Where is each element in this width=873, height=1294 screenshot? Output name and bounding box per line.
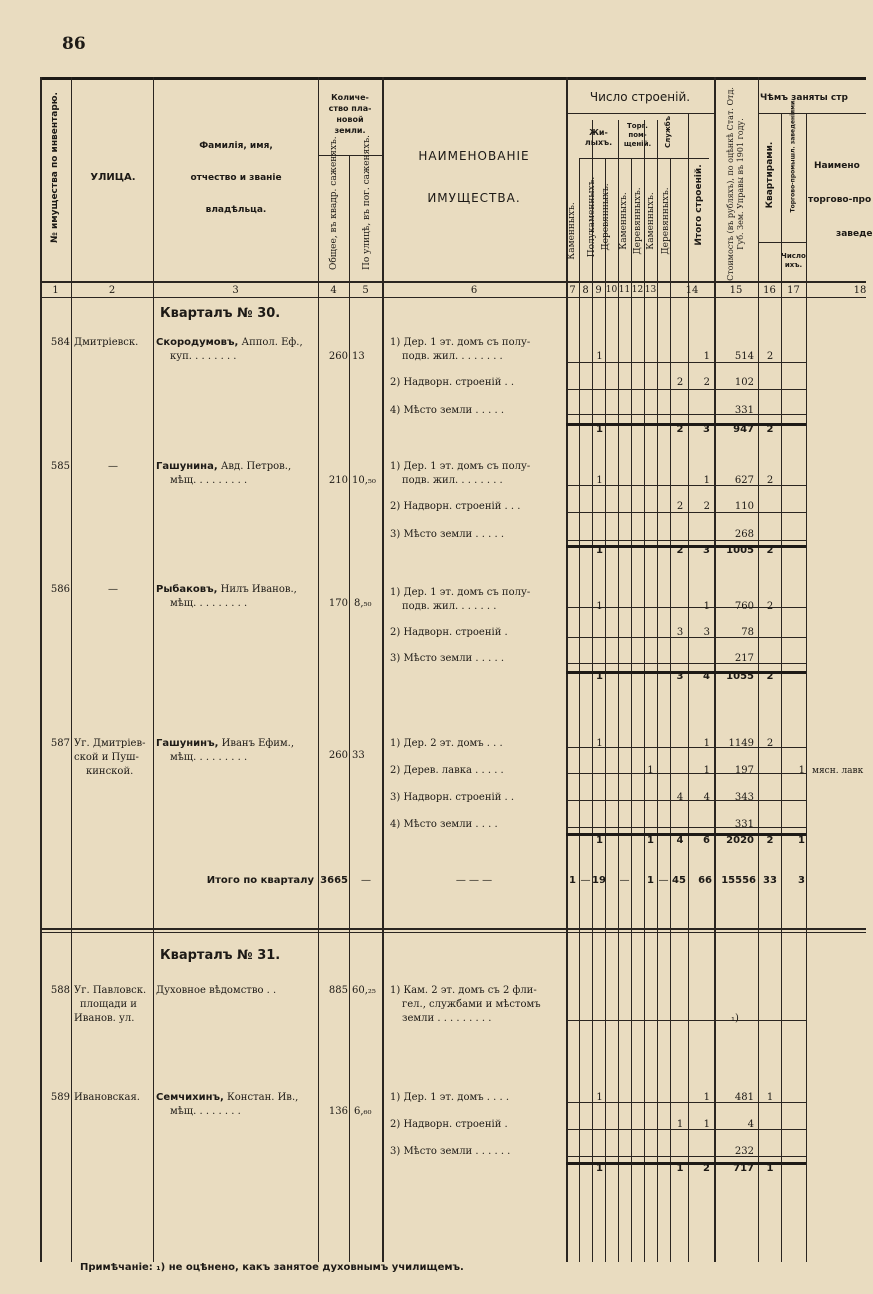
total-cell: 1 (569, 875, 576, 886)
header-property-l1: НАИМЕНОВАНІЕ (418, 149, 530, 163)
owner: Духовное вѣдомство . . (156, 985, 277, 996)
inventory-number: 589 (50, 1092, 70, 1103)
value-cell: 1 (703, 1119, 710, 1130)
header-buildings: Число строеній. (589, 90, 691, 104)
subtotal-cell: 1 (596, 671, 603, 682)
value-cell: 1 (766, 1092, 774, 1103)
inventory-number: 587 (50, 738, 70, 749)
value-cell: 1 (703, 738, 710, 749)
value-cell: 1 (676, 1119, 684, 1130)
value-cell: 2 (676, 501, 684, 512)
value-cell: 2 (766, 738, 774, 749)
col-number: 7 (569, 285, 576, 296)
owner-name: Иванъ Ефим., (221, 738, 295, 749)
footnote (80, 1262, 464, 1273)
area-total: 260 (328, 750, 348, 761)
inventory-number: 588 (50, 985, 70, 996)
subtotal-cell: 3 (703, 545, 710, 556)
subtotal-cell: 1 (676, 1163, 684, 1174)
street-length: 10,₅₀ (352, 475, 376, 486)
property-item: 2) Надворн. строеній . . . (390, 501, 521, 512)
value-cell: 2 (703, 501, 710, 512)
header-street: УЛИЦА. (90, 172, 136, 183)
owner-status: мѣщ. . . . . . . . (170, 1106, 241, 1117)
owner-status: мѣщ. . . . . . . . . (170, 475, 248, 486)
subtotal-cell: 4 (676, 835, 684, 846)
header-owner-l3: владѣльца. (205, 205, 267, 215)
total-cell: 19 (592, 875, 606, 886)
value-cell: мясн. лавк (812, 766, 864, 776)
property-item: 2) Дерев. лавка . . . . . (390, 765, 504, 776)
area-total: 210 (328, 475, 348, 486)
col-number: 17 (787, 285, 800, 296)
value-cell: 1 (596, 1092, 603, 1103)
subtotal-cell: 2 (676, 545, 684, 556)
property-item: 1) Дер. 2 эт. домъ . . . (390, 738, 503, 749)
value-cell: ₁) (731, 1013, 739, 1024)
value-cell: 4 (703, 792, 710, 803)
property-item: 3) Мѣсто земли . . . . . . (390, 1146, 511, 1157)
property-item: 4) Мѣсто земли . . . . (390, 819, 498, 830)
col-number: 15 (729, 285, 743, 296)
col-number: 16 (763, 285, 776, 296)
footnote-text: ₁) не оцѣнено, какъ занятое духовнымъ училищемъ. (156, 1262, 464, 1273)
total-cell: — (580, 875, 591, 886)
quarter-total-area: 3665 (320, 875, 348, 886)
quarter-title: Кварталъ № 31. (160, 948, 281, 963)
property-item: 4) Мѣсто земли . . . . . (390, 405, 504, 416)
quarter-title: Кварталъ № 30. (160, 306, 281, 321)
value-cell: 1 (596, 601, 603, 612)
owner-surname: Скородумовъ, (156, 337, 239, 348)
value-cell: 1 (596, 475, 603, 486)
header-stone-1: Каменныхъ. (567, 202, 577, 260)
value-cell: 1 (703, 1092, 710, 1103)
street: площади и (80, 999, 137, 1010)
property-item: 2) Надворн. строеній . . (390, 377, 515, 388)
total-cell: — (619, 875, 630, 886)
subtotal-cell: 2 (676, 424, 684, 435)
subtotal-cell: 1 (766, 1163, 774, 1174)
subtotal-cell: 2 (766, 424, 774, 435)
subtotal-cell: 2020 (726, 835, 754, 846)
subtotal-cell: 4 (703, 671, 710, 682)
subtotal-cell: 717 (733, 1163, 754, 1174)
street-length: 6,₆₀ (354, 1106, 372, 1117)
header-occupied: Чѣмъ заняты стр (760, 93, 848, 103)
value-cell: 2 (676, 377, 684, 388)
header-trade-premises: Торг. пом-щеній. (623, 122, 652, 148)
col-number: 1 (52, 285, 59, 296)
area-total: 260 (328, 351, 348, 362)
quarter-total-property: — — — (455, 875, 493, 886)
subtotal-cell: 1 (596, 835, 603, 846)
value-cell: 110 (734, 501, 754, 512)
col-number: 3 (232, 285, 239, 296)
property-item: 2) Надворн. строеній . (390, 1119, 508, 1130)
street: ской и Пуш- (74, 752, 139, 763)
street-length: 13 (352, 351, 365, 362)
header-stone-3: Каменныхъ. (646, 192, 656, 250)
header-land-l2: ство пла- (328, 104, 372, 113)
value-cell: 3 (676, 627, 684, 638)
subtotal-cell: 2 (766, 671, 774, 682)
col-number: 8 (582, 285, 589, 296)
col-number: 6 (470, 285, 478, 296)
header-owner-l2: отчество и званіе (190, 173, 282, 183)
header-street-length: По улицѣ, въ пог. саженяхъ. (362, 135, 372, 270)
value-cell: 3 (703, 627, 710, 638)
value-cell: 2 (766, 601, 774, 612)
property-item: 3) Надворн. строеній . . (390, 792, 515, 803)
header-cost-box (714, 80, 758, 280)
value-cell: 331 (734, 819, 754, 830)
subtotal-cell: 1005 (726, 545, 754, 556)
header-property-l2: ИМУЩЕСТВА. (427, 191, 521, 205)
footnote-label: Примѣчаніе: (80, 1262, 153, 1273)
subtotal-cell: 1 (596, 424, 603, 435)
area-total: 136 (328, 1106, 348, 1117)
header-trade-establishments: Торгово-промышл. заведеніями. (789, 98, 797, 213)
property-item: земли . . . . . . . . . (402, 1013, 492, 1024)
col-number: 5 (362, 285, 369, 296)
header-residential: Жи-лыхъ. (584, 128, 613, 147)
header-service: Службъ (664, 116, 672, 148)
header-stone-2: Каменныхъ. (619, 192, 629, 250)
value-cell: 4 (676, 792, 684, 803)
total-cell: 33 (763, 875, 777, 886)
property-item: 1) Дер. 1 эт. домъ съ полу- (390, 461, 531, 472)
header-total-buildings: Итого строеній. (694, 164, 704, 246)
street: — (108, 584, 118, 595)
value-cell: 197 (734, 765, 754, 776)
header-wooden-3: Деревянныхъ. (661, 187, 671, 255)
property-item: 3) Мѣсто земли . . . . . (390, 529, 504, 540)
header-number-l1: Число (781, 252, 806, 260)
header-half-stone: Полукаменныхъ. (587, 176, 597, 258)
total-cell: 45 (672, 875, 686, 886)
col-number: 2 (108, 285, 116, 296)
street-length: 8,₅₀ (354, 598, 372, 609)
subtotal-cell: 1055 (726, 671, 754, 682)
owner-name: Авд. Петров., (220, 461, 292, 472)
area-total: 170 (328, 598, 348, 609)
value-cell: 1149 (728, 738, 754, 749)
subtotal-cell: 3 (676, 671, 684, 682)
street: — (108, 461, 118, 472)
street: Иванов. ул. (74, 1013, 135, 1024)
col-number: 18 (853, 285, 867, 296)
value-cell: 217 (734, 653, 754, 664)
header-land-l1: Количе- (331, 93, 369, 102)
value-cell: 1 (647, 765, 654, 776)
street-length: 33 (352, 750, 365, 761)
quarter-total-label: Итого по кварталу (206, 875, 314, 886)
subtotal-cell: 6 (703, 835, 710, 846)
inventory-number: 586 (50, 584, 70, 595)
owner-surname: Гашунинъ, (156, 738, 219, 749)
value-cell: 78 (741, 627, 754, 638)
col-number: 12 (631, 285, 644, 295)
value-cell: 2 (703, 377, 710, 388)
quarter-total-length: — (361, 875, 371, 886)
owner-name: Констан. Ив., (227, 1092, 299, 1103)
header-naim-l3: заведе (836, 229, 873, 239)
property-item: 2) Надворн. строеній . (390, 627, 508, 638)
total-cell: 3 (798, 875, 805, 886)
header-apartments: Квартирами. (765, 141, 775, 209)
value-cell: 627 (734, 475, 754, 486)
value-cell: 1 (703, 351, 710, 362)
owner-status: мѣщ. . . . . . . . . (170, 598, 248, 609)
street: Уг. Дмитріев- (74, 738, 146, 749)
street: Уг. Павловск. (74, 985, 147, 996)
owner-surname: Рыбаковъ, (156, 584, 218, 595)
total-cell: 15556 (721, 875, 756, 886)
street: кинской. (86, 766, 134, 777)
owner-surname: Гашунина, (156, 461, 218, 472)
subtotal-cell: 2 (703, 1163, 710, 1174)
col-number: 4 (330, 285, 337, 296)
subtotal-cell: 2 (766, 545, 774, 556)
inventory-number: 584 (50, 337, 70, 348)
subtotal-cell: 1 (596, 545, 603, 556)
subtotal-cell: 1 (798, 835, 805, 846)
col-number: 9 (595, 285, 602, 296)
value-cell: 268 (734, 529, 754, 540)
header-cost: Стоимость (въ рубляхъ), по оцѣнкѣ Стат. Отд. Губ. Зем. Управы въ 1901 году. (726, 87, 745, 281)
total-cell: — (658, 875, 669, 886)
owner-surname: Семчихинъ, (156, 1092, 224, 1103)
value-cell: 514 (734, 351, 754, 362)
header-number-l2: ихъ. (784, 261, 803, 269)
value-cell: 1 (703, 601, 710, 612)
value-cell: 232 (734, 1146, 754, 1157)
value-cell: 1 (703, 765, 710, 776)
property-item: 1) Дер. 1 эт. домъ . . . . (390, 1092, 510, 1103)
header-inventory-number: № имущества по инвентарю. (50, 92, 60, 243)
header-area-total: Общее, въ квадр. саженяхъ. (329, 136, 339, 270)
value-cell: 4 (747, 1119, 754, 1130)
value-cell: 1 (798, 765, 805, 776)
header-land-l3: новой (336, 115, 364, 124)
street-length: 60,₂₅ (352, 985, 376, 996)
col-number: 13 (644, 285, 657, 295)
header-land-l4: земли. (334, 126, 366, 135)
owner-name: Аппол. Еф., (241, 337, 303, 348)
owner-status: мѣщ. . . . . . . . . (170, 752, 248, 763)
header-wooden-1: Деревянныхъ. (601, 183, 611, 251)
street: Ивановская. (74, 1092, 140, 1103)
header-naim-l1: Наимено (814, 161, 860, 171)
property-item: гел., службами и мѣстомъ (402, 999, 541, 1010)
property-item: подв. жил. . . . . . . (402, 601, 497, 612)
street: Дмитріевск. (74, 337, 139, 348)
value-cell: 481 (734, 1092, 754, 1103)
subtotal-cell: 1 (647, 835, 654, 846)
subtotal-cell: 2 (766, 835, 774, 846)
subtotal-cell: 1 (596, 1163, 603, 1174)
inventory-number: 585 (50, 461, 70, 472)
value-cell: 2 (766, 475, 774, 486)
value-cell: 2 (766, 351, 774, 362)
property-item: подв. жил. . . . . . . . (402, 351, 503, 362)
property-item: 1) Дер. 1 эт. домъ съ полу- (390, 337, 531, 348)
col-number: 10 (605, 285, 618, 295)
property-item: 1) Дер. 1 эт. домъ съ полу- (390, 587, 531, 598)
total-cell: 66 (698, 875, 712, 886)
value-cell: 1 (703, 475, 710, 486)
col-number: 14 (685, 285, 699, 296)
value-cell: 102 (734, 377, 754, 388)
header-naim-l2: торгово-про (808, 195, 872, 205)
header-wooden-2: Деревянныхъ. (633, 187, 643, 255)
header-owner-l1: Фамилія, имя, (199, 141, 273, 151)
col-number: 11 (618, 285, 631, 295)
value-cell: 1 (596, 738, 603, 749)
subtotal-cell: 3 (703, 424, 710, 435)
page-number: 86 (62, 34, 86, 54)
value-cell: 343 (734, 792, 754, 803)
property-item: 1) Кам. 2 эт. домъ съ 2 фли- (390, 985, 537, 996)
subtotal-cell: 947 (733, 424, 754, 435)
owner-name: Нилъ Иванов., (220, 584, 297, 595)
property-item: 3) Мѣсто земли . . . . . (390, 653, 504, 664)
value-cell: 1 (596, 351, 603, 362)
total-cell: 1 (647, 875, 654, 886)
area-total: 885 (328, 985, 348, 996)
value-cell: 760 (734, 601, 754, 612)
value-cell: 331 (734, 405, 754, 416)
owner-status: куп. . . . . . . . (170, 351, 237, 362)
property-item: подв. жил. . . . . . . . (402, 475, 503, 486)
